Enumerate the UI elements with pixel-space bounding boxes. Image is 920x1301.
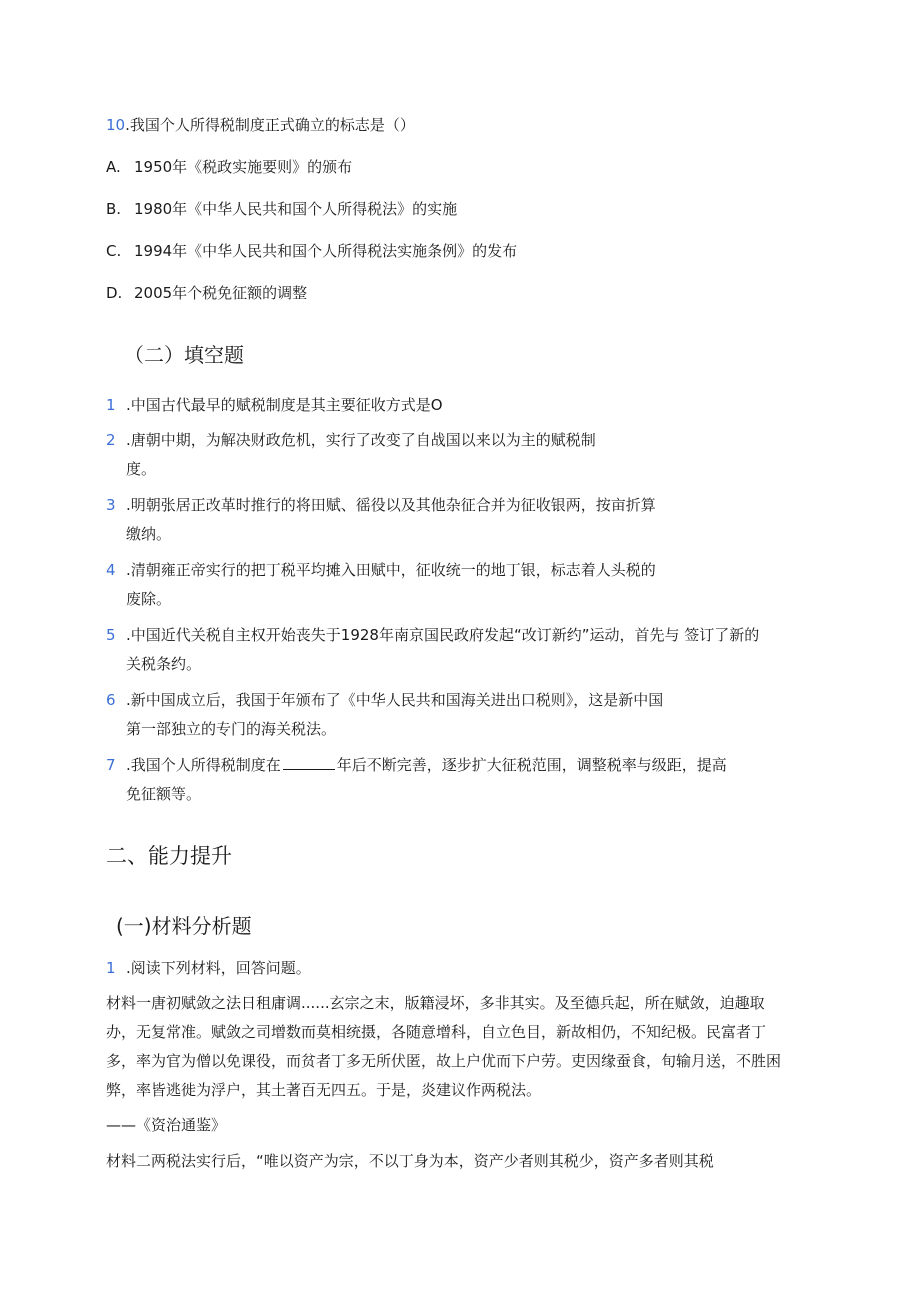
option-letter: B. [106,200,122,218]
item-number: 5 [106,626,116,644]
option-letter: D. [106,284,123,302]
material-2-line: 材料二两税法实行后，“唯以资产为宗，不以丁身为本，资产少者则其税少，资产多者则其税 [106,1152,714,1170]
option-letter: C. [106,242,122,260]
option-letter: A. [106,158,121,176]
option-text: 1980年《中华人民共和国个人所得税法》的实施 [134,200,458,218]
item-number: 7 [106,756,116,774]
item-text: .中国近代关税自主权开始丧失于1928年南京国民政府发起“改订新约”运动，首先与 签订了新的 [126,626,760,644]
item-number: 3 [106,496,116,514]
question-text: .我国个人所得税制度正式确立的标志是（） [125,116,415,134]
question-10-stem [106,115,415,135]
analysis-question-1 [106,958,311,978]
option-text: 1950年《税政实施要则》的颁布 [134,158,353,176]
fill-item-7-cont: 免征额等。 [126,785,202,803]
fill-item-6 [106,690,663,710]
fill-item-3 [106,495,656,515]
item-text: .唐朝中期，为解决财政危机，实行了改变了自战国以来以为主的赋税制 [126,431,596,449]
option-d [106,283,307,303]
item-number: 1 [106,959,116,977]
item-number: 1 [106,396,116,414]
material-1-line: 材料一唐初赋敛之法日租庸调......玄宗之末，版籍浸坏，多非其实。及至德兵起，所在赋敛，迫趣取 [106,994,765,1012]
material-source: ——《资治通鉴》 [106,1116,227,1134]
fill-item-5 [106,625,759,645]
fill-item-4 [106,560,656,580]
item-number: 6 [106,691,116,709]
fill-item-5-cont: 关税条约。 [126,655,202,673]
material-1-line: 弊，率皆逃徙为浮户，其土著百无四五。于是，炎建议作两税法。 [106,1081,542,1099]
material-1-line: 多，率为官为僧以免课役，而贫者丁多无所伏匿，故上户优而下户劳。吏因缘蚕食，旬输月送，不胜困 [106,1052,782,1070]
item-text: .中国古代最早的赋税制度是其主要征收方式是O [126,396,443,414]
material-1-line: 办，无复常准。赋敛之司增数而莫相统摄，各随意增科，自立色目，新故相仍，不知纪极。民富者丁 [106,1023,767,1041]
item-text-a: .我国个人所得税制度在 [126,756,281,774]
fill-item-4-cont: 废除。 [126,590,172,608]
item-text: .阅读下列材料，回答问题。 [126,959,311,977]
fill-item-7 [106,755,727,775]
option-text: 2005年个税免征额的调整 [134,284,308,302]
question-number: 10 [106,116,126,134]
item-text-b: 年后不断完善，逐步扩大征税范围，调整税率与级距，提高 [336,756,727,774]
section-heading: 二、能力提升 [106,844,232,868]
item-text: .清朝雍正帝实行的把丁税平均摊入田赋中，征收统一的地丁银，标志着人头税的 [126,561,656,579]
fill-item-3-cont: 缴纳。 [126,525,172,543]
fill-in-heading: （二）填空题 [124,343,244,367]
option-a [106,157,352,177]
fill-item-2-cont: 度。 [126,460,157,478]
item-number: 2 [106,431,116,449]
material-analysis-heading: (一)材料分析题 [116,914,252,938]
fill-item-6-cont: 第一部独立的专门的海关税法。 [126,720,337,738]
item-text: .明朝张居正改革时推行的将田赋、徭役以及其他杂征合并为征收银两，按亩折算 [126,496,656,514]
item-number: 4 [106,561,116,579]
fill-item-2 [106,430,596,450]
option-text: 1994年《中华人民共和国个人所得税法实施条例》的发布 [134,242,518,260]
option-c [106,241,517,261]
item-text: .新中国成立后，我国于年颁布了《中华人民共和国海关进出口税则》，这是新中国 [126,691,664,709]
option-b [106,199,457,219]
fill-item-1 [106,395,443,415]
answer-blank [283,755,335,770]
